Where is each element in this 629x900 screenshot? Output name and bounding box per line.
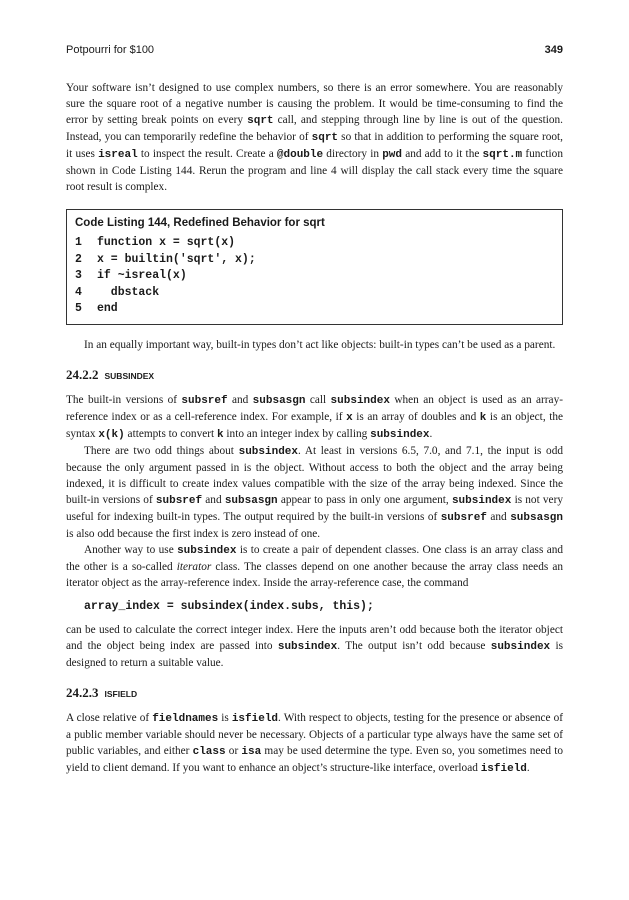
inline-code: subsindex bbox=[370, 428, 430, 441]
inline-code: subsindex bbox=[330, 394, 390, 407]
inline-code: k bbox=[479, 411, 487, 424]
section-number: 24.2.3 bbox=[66, 684, 99, 700]
line-number: 5 bbox=[75, 302, 82, 315]
section-heading-subsindex bbox=[66, 367, 563, 383]
inline-code: isfield bbox=[480, 762, 527, 775]
paragraph-subsindex-intro: The built-in versions of subsref and subsasgn call subsindex when an object is used as an array-reference index or as a cell-reference index. For example, if x is an array of doubles and k is an object, the syntax x(k) attempts to convert k into an integer index by calling subsindex. bbox=[66, 393, 563, 441]
section-title: ISFIELD bbox=[104, 688, 138, 699]
inline-code: subsindex bbox=[490, 640, 551, 653]
code-text: x = builtin('sqrt', x); bbox=[97, 252, 256, 266]
inline-code: x bbox=[346, 411, 353, 424]
code-listing-title: Code Listing 144, Redefined Behavior for sqrt bbox=[75, 217, 325, 229]
inline-code: sqrt bbox=[247, 115, 274, 127]
inline-code: @double bbox=[276, 149, 324, 161]
inline-code: subsasgn bbox=[224, 494, 278, 507]
section-heading-isfield bbox=[66, 685, 563, 701]
inline-code: isa bbox=[241, 745, 262, 758]
code-listing-box bbox=[66, 209, 563, 325]
paragraph-iterator: Another way to use subsindex is to create a pair of dependent classes. One class is an array class and the other is a so-called iterator class. The classes depend on one another because the array class needs an iterator object as the array-reference index. Inside the array-reference case, the command bbox=[66, 543, 564, 589]
paragraph-subsindex-odd: There are two odd things about subsindex. At least in versions 6.5, 7.0, and 7.1, the input is odd because the only argument passed in is the object. Without access to both the object and the array being indexed, it is difficult to create index values compatible with the size of the array being indexed. Since the built-in versions of subsref and subsasgn appear to pass in only one argument, subsindex is not very useful for indexing built-in types. The output required by the built-in versions of subsref and subsasgn is also odd because the first index is zero instead of one. bbox=[66, 444, 563, 540]
inline-code: sqrt bbox=[311, 132, 339, 144]
inline-code: subsindex bbox=[177, 544, 237, 557]
line-number: 4 bbox=[75, 285, 82, 299]
section-number: 24.2.2 bbox=[66, 366, 99, 382]
code-line bbox=[75, 235, 554, 252]
inline-code: pwd bbox=[382, 149, 403, 161]
inline-code: fieldnames bbox=[152, 712, 219, 725]
code-listing-lines bbox=[75, 235, 554, 318]
code-text: if ~isreal(x) bbox=[97, 269, 187, 282]
paragraph-builtin-types: In an equally important way, built-in types don’t act like objects: built-in types can’t be used as a parent. bbox=[84, 338, 556, 351]
section-title: SUBSINDEX bbox=[104, 370, 155, 381]
line-number: 3 bbox=[75, 269, 82, 282]
running-title: Potpourri for $100 bbox=[66, 44, 155, 56]
paragraph-index-calc: can be used to calculate the correct integer index. Here the inputs aren’t odd because both the iterator object and the object being index are passed into subsindex. The output isn’t odd because subsindex is designed to return a suitable value. bbox=[66, 623, 563, 669]
italic-term: iterator bbox=[176, 560, 212, 573]
inline-code: subsref bbox=[440, 511, 487, 524]
inline-code: k bbox=[216, 428, 224, 441]
inline-code: class bbox=[192, 745, 226, 758]
inline-code: subsindex bbox=[451, 494, 512, 507]
page-number: 349 bbox=[544, 44, 563, 56]
code-line bbox=[75, 285, 554, 302]
code-text: end bbox=[97, 302, 118, 315]
code-line bbox=[75, 268, 554, 285]
running-header bbox=[66, 44, 563, 60]
inline-code: subsref bbox=[155, 494, 203, 507]
inline-code: subsindex bbox=[277, 640, 338, 653]
inline-code: subsasgn bbox=[252, 394, 306, 407]
code-command: array_index = subsindex(index.subs, this); bbox=[84, 599, 374, 613]
paragraph-intro: Your software isn’t designed to use complex numbers, so there is an error somewhere. You are reasonably sure the square root of a negative number is causing the problem. It would be time-consuming to find the error by setting break points on every sqrt call, and stepping through line by line is out of the question. Instead, you can temporarily redefine the behavior of sqrt so that in addition to performing the square root, it uses isreal to inspect the result. Create a @double directory in pwd and add to it the sqrt.m function shown in Code Listing 144. Rerun the program and line 4 will display the call stack every time the square root result is complex. bbox=[66, 82, 563, 193]
inline-code: subsasgn bbox=[510, 511, 563, 524]
inline-code: subsref bbox=[181, 394, 228, 407]
code-line bbox=[75, 301, 554, 318]
inline-code: isreal bbox=[98, 149, 138, 161]
code-line bbox=[75, 252, 554, 269]
paragraph-isfield: A close relative of fieldnames is isfield. With respect to objects, testing for the presence or absence of a public member variable should never be necessary. Objects of a particular type always have the same set of public variables, and either class or isa may be used determine the type. Even so, you sometimes need to yield to client demand. If you want to enhance an object’s structure-like interface, overload isfield. bbox=[66, 711, 564, 775]
line-number: 2 bbox=[75, 252, 82, 266]
code-text: function x = sqrt(x) bbox=[97, 236, 236, 249]
inline-code: isfield bbox=[231, 712, 279, 725]
inline-code: sqrt.m bbox=[482, 149, 523, 161]
line-number: 1 bbox=[75, 236, 82, 249]
inline-code: x(k) bbox=[98, 428, 125, 441]
code-text: dbstack bbox=[97, 285, 160, 299]
inline-code: subsindex bbox=[238, 445, 299, 458]
page-body bbox=[66, 80, 563, 777]
